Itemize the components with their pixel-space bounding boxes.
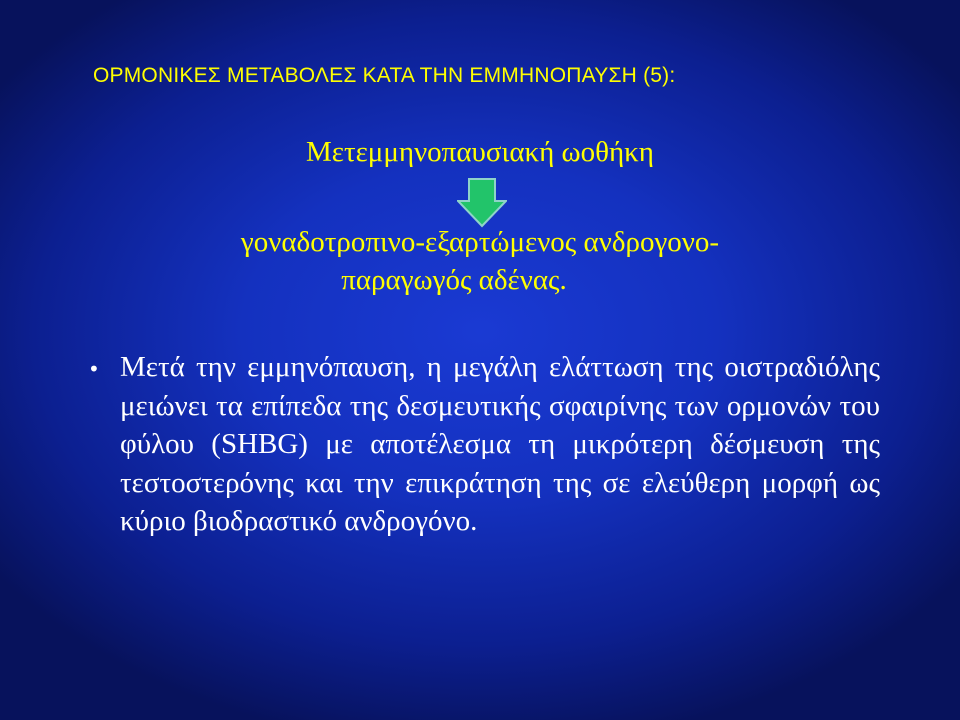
gland-description-line-1: γοναδοτροπινο-εξαρτώμενος ανδρογονο- — [240, 226, 720, 258]
gland-description-line-2: παραγωγός αδένας. — [341, 264, 567, 296]
down-arrow-icon — [457, 178, 507, 228]
slide-heading: ΟΡΜΟΝΙΚΕΣ ΜΕΤΑΒΟΛΕΣ ΚΑΤΑ ΤΗΝ ΕΜΜΗΝΟΠΑΥΣΗ (5): — [93, 64, 676, 87]
bullet-paragraph: Μετά την εμμηνόπαυση, η μεγάλη ελάττωση της οιστραδιόλης μειώνει τα επίπεδα της δεσμευτικής σφαιρίνης των ορμονών του φύλου (SHBG) με αποτέλεσμα τη μικρότερη δέσμευση της τεστοστερόνης και την επικράτηση της σε ελεύθερη μορφή ως κύριο βιοδραστικό ανδρογόνο. — [120, 351, 880, 537]
bullet-marker: • — [88, 357, 100, 381]
subtitle-postmenopausal-ovary: Μετεμμηνοπαυσιακή ωοθήκη — [306, 136, 654, 168]
